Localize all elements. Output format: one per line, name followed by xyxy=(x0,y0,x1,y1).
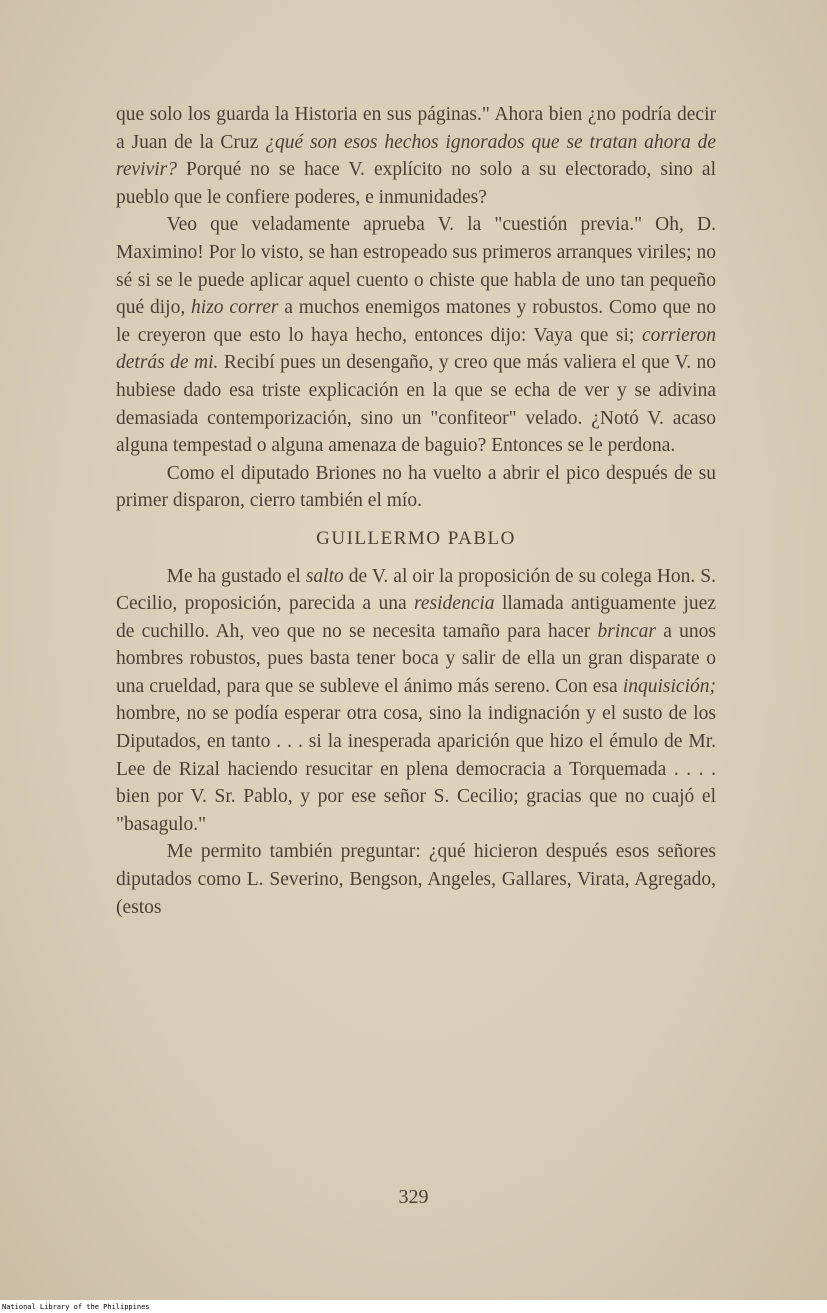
section-heading: GUILLERMO PABLO xyxy=(316,527,516,549)
paragraph-4: Me ha gustado el salto de V. al oir la proposición de su colega Hon. S. Cecilio, proposición, parecida a una residencia llamada antiguamente juez de cuchillo. Ah, veo que no se necesita tamaño para hacer brincar a unos hombres robustos, pues basta tener boca y salir de ella un gran disparate o una crueldad, para que se subleve el ánimo más sereno. Con esa inquisición; hombre, no se podía esperar otra cosa, sino la indignación y el susto de los Diputados, en tanto . . . si la inesperada aparición que hizo el émulo de Mr. Lee de Rizal haciendo resucitar en plena democracia a Torquemada . . . . bien por V. Sr. Pablo, y por ese señor S. Cecilio; gracias que no cuajó el "basagulo." xyxy=(116,565,716,835)
page-body-text xyxy=(116,101,716,921)
page-number: 329 xyxy=(398,1186,429,1208)
library-credit: National Library of the Philippines xyxy=(2,1303,150,1311)
italic-question: ¿qué son esos hechos ignorados que se tratan ahora de revivir? xyxy=(116,131,716,181)
paragraph-2: Veo que veladamente aprueba V. la "cuestión previa." Oh, D. Maximino! Por lo visto, se han estropeado sus primeros arranques viriles; no sé si se le puede aplicar aquel cuento o chiste que habla de uno tan pequeño qué dijo, hizo correr a muchos enemigos matones y robustos. Como que no le creyeron que esto lo haya hecho, entonces dijo: Vaya que si; corrieron detrás de mi. Recibí pues un desengaño, y creo que más valiera el que V. no hubiese dado esa triste explicación en la que se echa de ver y se adivina demasiada contemporización, sino un "confiteor" velado. ¿Notó V. acaso alguna tempestad o alguna amenaza de baguio? Entonces se le perdona. xyxy=(116,214,717,457)
paragraph-3: Como el diputado Briones no ha vuelto a abrir el pico después de su primer disparon, cierro también el mío. xyxy=(116,462,716,512)
paragraph-1: que solo los guarda la Historia en sus páginas." Ahora bien ¿no podría decir a Juan de la Cruz ¿qué son esos hechos ignorados que se tratan ahora de revivir? Porqué no se hace V. explícito no solo a su electorado, sino al pueblo que le confiere poderes, e inmunidades? xyxy=(116,104,716,208)
paragraph-5: Me permito también preguntar: ¿qué hicieron después esos señores diputados como L. Severino, Bengson, Angeles, Gallares, Virata, Agregado, (estos xyxy=(116,841,716,918)
